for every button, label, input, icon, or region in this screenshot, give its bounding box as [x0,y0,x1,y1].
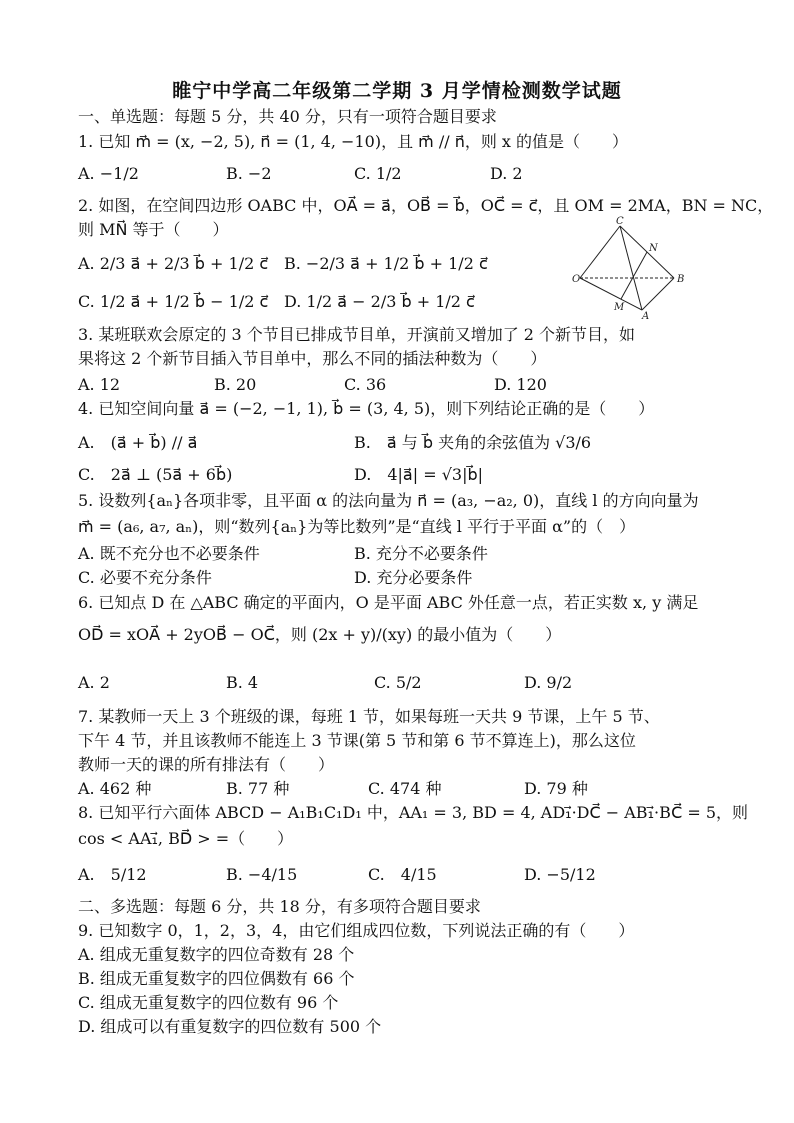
fig-label-a: A [642,311,650,320]
q6-option-a: A. 2 [78,673,110,692]
q2-stem-2: 则 MN⃗ 等于（ ） [78,220,229,239]
q6-option-d: D. 9/2 [524,673,573,692]
fig-label-m: M [614,302,625,313]
q4-stem: 4. 已知空间向量 a⃗ = (−2, −1, 1), b⃗ = (3, 4, 5)，则下列结论正确的是（ ） [78,399,655,418]
section-multi-choice: 二、多选题：每题 6 分，共 18 分，有多项符合题目要求 [78,897,481,916]
q6-option-b: B. 4 [226,673,259,692]
q7-option-c: C. 474 种 [368,779,442,798]
q8-stem: 8. 已知平行六面体 ABCD − A₁B₁C₁D₁ 中，AA₁ = 3, BD = 4, AD₁⃗·DC⃗ − AB₁⃗·BC⃗ = 5，则 [78,803,749,822]
q1-option-b: B. −2 [226,164,272,183]
q8-option-c: C. 4/15 [368,865,437,884]
q8-option-a: A. 5/12 [78,865,147,884]
q9-stem: 9. 已知数字 0，1，2，3，4，由它们组成四位数，下列说法正确的有（ ） [78,921,635,940]
q4-option-c: C. 2a⃗ ⊥ (5a⃗ + 6b⃗) [78,465,233,484]
q7-option-a: A. 462 种 [78,779,152,798]
section-single-choice: 一、单选题：每题 5 分，共 40 分，只有一项符合题目要求 [78,107,497,126]
q7-option-b: B. 77 种 [226,779,290,798]
q8-stem-2: cos < AA₁⃗, BD⃗ > =（ ） [78,829,294,848]
fig-label-n: N [649,243,658,254]
q1-option-a: A. −1/2 [78,164,139,183]
fig-label-b: B [677,274,685,285]
q7-stem-2: 下午 4 节，并且该教师不能连上 3 节课(第 5 节和第 6 节不算连上)，那么这位 [78,731,636,750]
q1-option-d: D. 2 [490,164,523,183]
q6-option-c: C. 5/2 [374,673,422,692]
q5-option-b: B. 充分不必要条件 [354,544,488,563]
q9-option-d: D. 组成可以有重复数字的四位数有 500 个 [78,1017,382,1036]
q1-option-c: C. 1/2 [354,164,402,183]
q8-option-d: D. −5/12 [524,865,596,884]
q3-stem: 3. 某班联欢会原定的 3 个节目已排成节目单，开演前又增加了 2 个新节目，如 [78,325,636,344]
q4-option-d: D. 4|a⃗| = √3|b⃗| [354,465,484,484]
q9-option-b: B. 组成无重复数字的四位偶数有 66 个 [78,969,355,988]
q2-option-d: D. 1/2 a⃗ − 2/3 b⃗ + 1/2 c⃗ [284,292,475,311]
q8-option-b: B. −4/15 [226,865,298,884]
tetrahedron-figure [572,214,692,320]
q2-option-a: A. 2/3 a⃗ + 2/3 b⃗ + 1/2 c⃗ [78,254,269,273]
q3-option-d: D. 120 [494,375,547,394]
q5-option-d: D. 充分必要条件 [354,568,473,587]
q9-option-c: C. 组成无重复数字的四位数有 96 个 [78,993,339,1012]
q5-option-a: A. 既不充分也不必要条件 [78,544,260,563]
q7-option-d: D. 79 种 [524,779,588,798]
q3-option-a: A. 12 [78,375,121,394]
q2-option-b: B. −2/3 a⃗ + 1/2 b⃗ + 1/2 c⃗ [284,254,488,273]
q5-option-c: C. 必要不充分条件 [78,568,212,587]
fig-label-c: C [616,216,624,227]
q3-option-b: B. 20 [214,375,257,394]
q3-option-c: C. 36 [344,375,387,394]
q7-stem: 7. 某教师一天上 3 个班级的课，每班 1 节，如果每班一天共 9 节课，上午 5 节、 [78,707,660,726]
q5-stem-2: m⃗ = (a₆, a₇, aₙ)，则“数列{aₙ}为等比数列”是“直线 l 平行于平面 α”的（ ） [78,517,636,536]
q3-stem-2: 果将这 2 个新节目插入节目单中，那么不同的插法种数为（ ） [78,349,547,368]
q7-stem-3: 教师一天的课的所有排法有（ ） [78,755,335,774]
fig-label-o: O [572,274,581,285]
q5-stem: 5. 设数列{aₙ}各项非零，且平面 α 的法向量为 n⃗ = (a₃, −a₂, 0)，直线 l 的方向向量为 [78,491,699,510]
q2-stem: 2. 如图，在空间四边形 OABC 中，OA⃗ = a⃗，OB⃗ = b⃗，OC⃗ = c⃗，且 OM = 2MA，BN = NC， [78,196,774,215]
q1-stem: 1. 已知 m⃗ = (x, −2, 5), n⃗ = (1, 4, −10)，且 m⃗ // n⃗，则 x 的值是（ ） [78,132,629,151]
q4-option-b: B. a⃗ 与 b⃗ 夹角的余弦值为 √3/6 [354,433,592,452]
q4-option-a: A. (a⃗ + b⃗) // a⃗ [78,433,198,452]
page-title: 睢宁中学高二年级第二学期 3 月学情检测数学试题 [172,80,622,102]
q6-stem: 6. 已知点 D 在 △ABC 确定的平面内，O 是平面 ABC 外任意一点，若正实数 x, y 满足 [78,593,699,612]
q6-stem-2: OD⃗ = xOA⃗ + 2yOB⃗ − OC⃗，则 (2x + y)/(xy) 的最小值为（ ） [78,625,562,644]
q9-option-a: A. 组成无重复数字的四位奇数有 28 个 [78,945,355,964]
q2-option-c: C. 1/2 a⃗ + 1/2 b⃗ − 1/2 c⃗ [78,292,269,311]
